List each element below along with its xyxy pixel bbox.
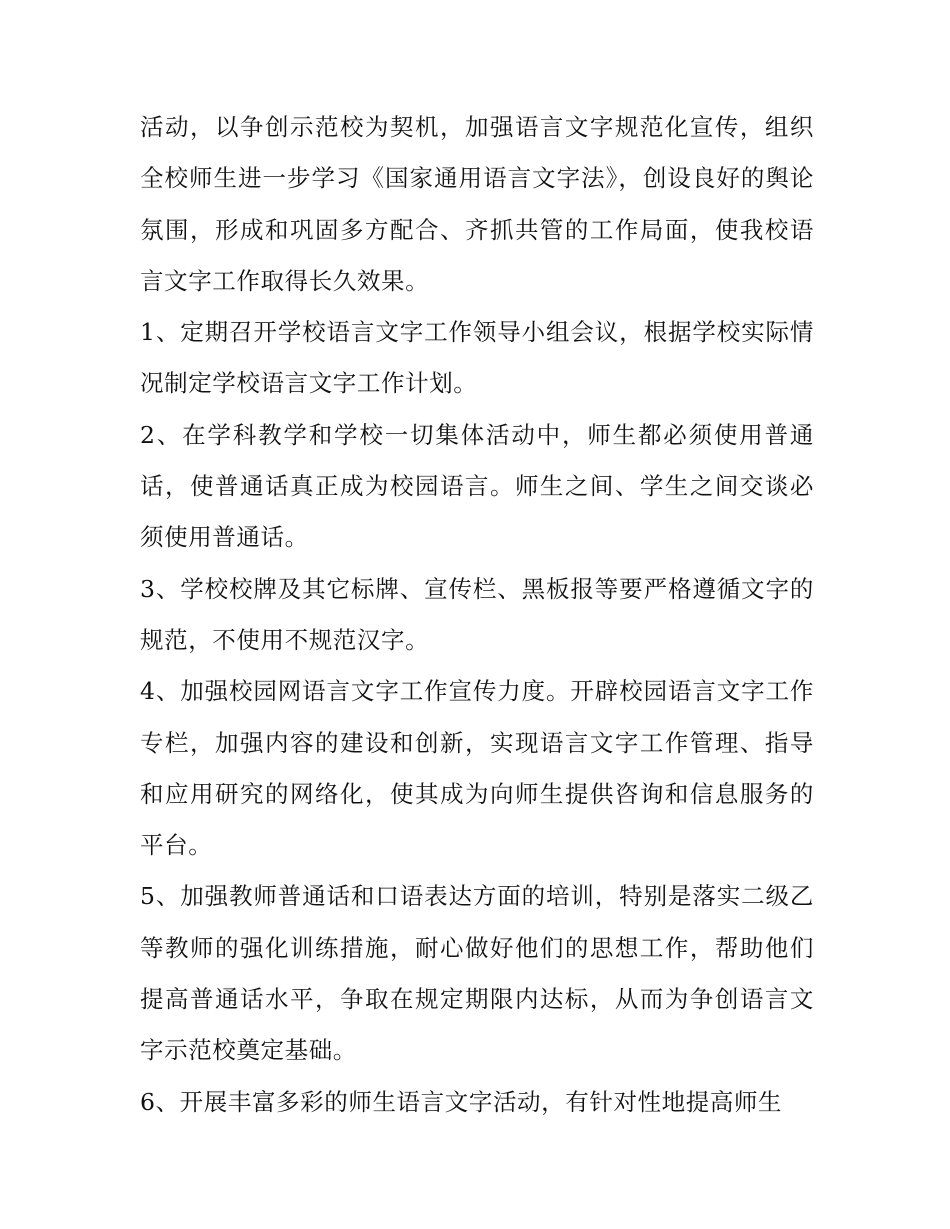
paragraph-item-5: 5、加强教师普通话和口语表达方面的培训，特别是落实二级乙等教师的强化训练措施，耐心做好他们的思想工作，帮助他们提高普通话水平，争取在规定期限内达标，从而为争创语言文字示范校奠定基础。 — [140, 882, 814, 1065]
paragraph-item-4: 4、加强校园网语言文字工作宣传力度。开辟校园语言文字工作专栏，加强内容的建设和创新，实现语言文字工作管理、指导和应用研究的网络化，使其成为向师生提供咨询和信息服务的平台。 — [140, 677, 814, 860]
paragraph-item-2: 2、在学科教学和学校一切集体活动中，师生都必须使用普通话，使普通话真正成为校园语言。师生之间、学生之间交谈必须使用普通话。 — [140, 420, 814, 552]
paragraph-item-3: 3、学校校牌及其它标牌、宣传栏、黑板报等要严格遵循文字的规范，不使用不规范汉字。 — [140, 574, 814, 654]
document-body — [140, 102, 814, 1128]
paragraph-item-1: 1、定期召开学校语言文字工作领导小组会议，根据学校实际情况制定学校语言文字工作计划。 — [140, 318, 814, 398]
paragraph-item-6: 6、开展丰富多彩的师生语言文字活动，有针对性地提高师生 — [140, 1087, 783, 1116]
paragraph-intro: 活动，以争创示范校为契机，加强语言文字规范化宣传，组织全校师生进一步学习《国家通用语言文字法》，创设良好的舆论氛围，形成和巩固多方配合、齐抓共管的工作局面，使我校语言文字工作取得长久效果。 — [140, 113, 814, 295]
